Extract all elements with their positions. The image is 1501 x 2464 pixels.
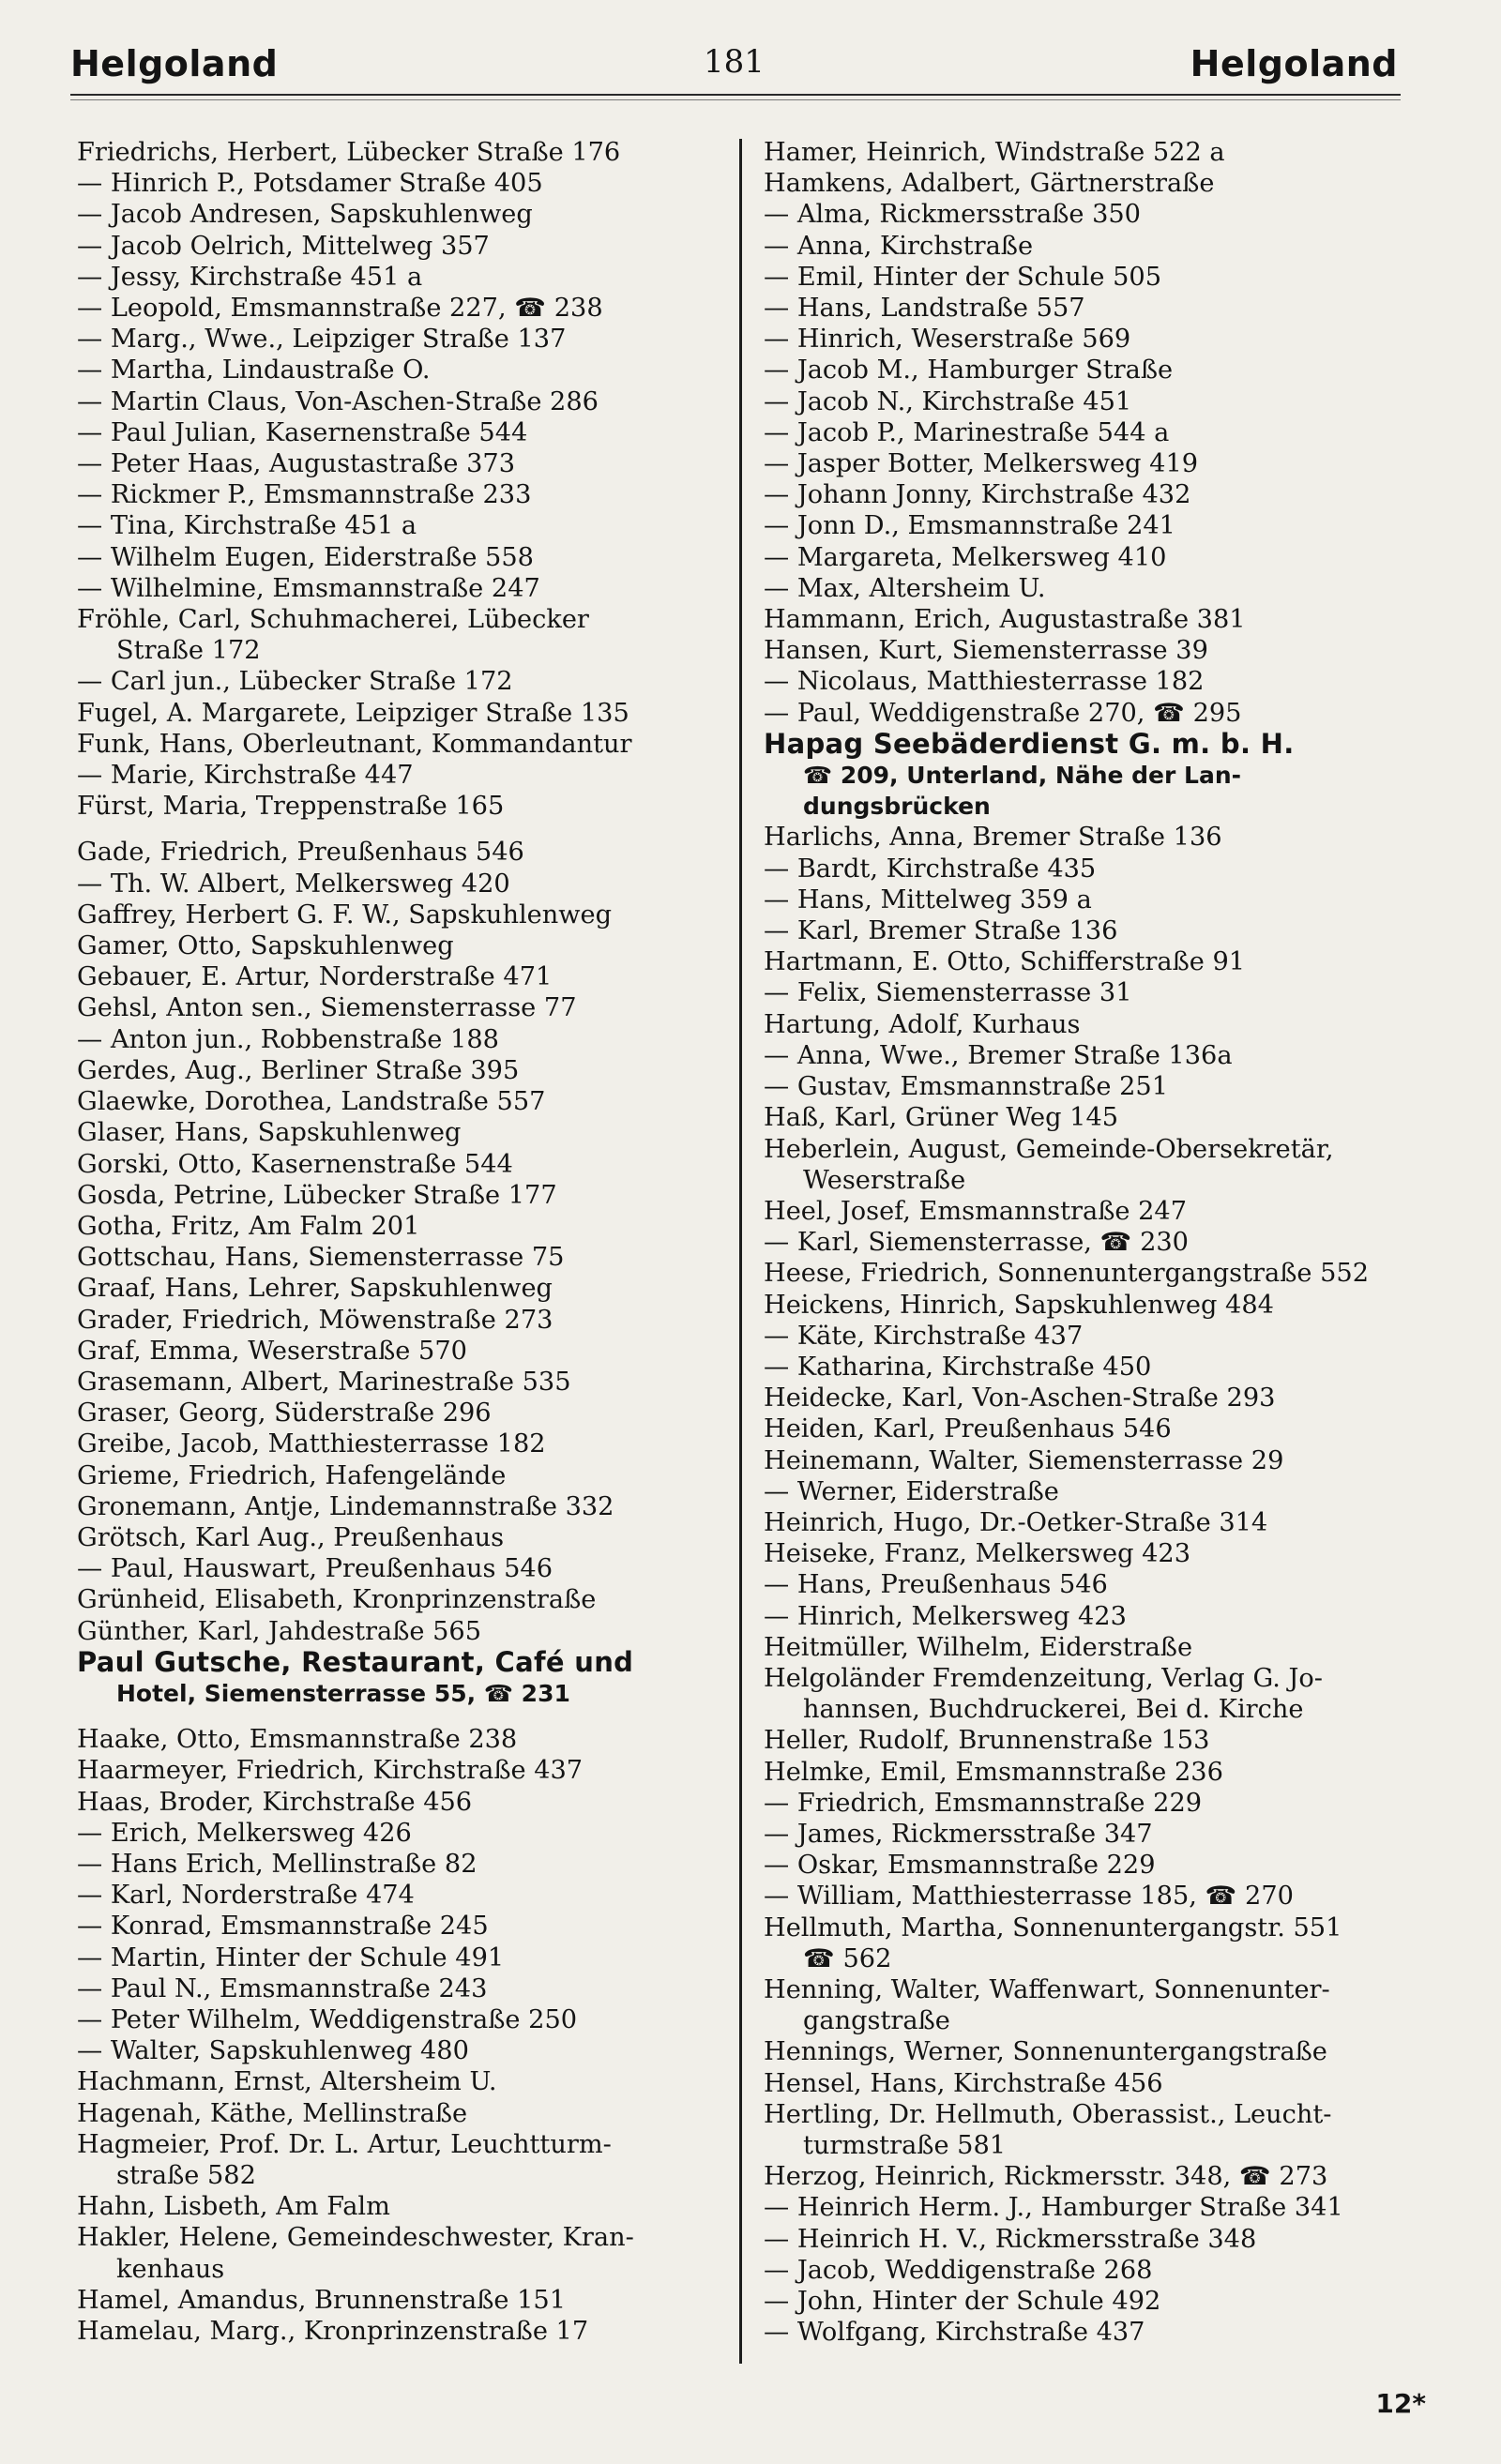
directory-entry <box>77 666 734 697</box>
entry-line: Heller, Rudolf, Brunnenstraße 153 <box>764 1726 1210 1756</box>
entry-line: Gotha, Fritz, Am Falm 201 <box>77 1211 420 1241</box>
directory-entry <box>77 1755 734 1786</box>
entry-line: — Johann Jonny, Kirchstraße 432 <box>764 480 1191 510</box>
directory-entry <box>764 2068 1413 2099</box>
entry-line: Gehsl, Anton sen., Siemensterrasse 77 <box>77 993 577 1023</box>
advertisement-entry <box>764 729 1413 823</box>
entry-line: Hakler, Helene, Gemeindeschwester, Kran- <box>77 2223 634 2253</box>
directory-entry <box>764 199 1413 230</box>
directory-entry <box>764 2036 1413 2067</box>
entry-line: Gade, Friedrich, Preußenhaus 546 <box>77 838 524 868</box>
directory-entry <box>77 1880 734 1911</box>
directory-entry <box>77 1117 734 1148</box>
entry-line: — Emil, Hinter der Schule 505 <box>764 262 1162 292</box>
directory-entry <box>77 2035 734 2066</box>
entry-line: — Martin Claus, Von-Aschen-Straße 286 <box>77 386 599 416</box>
directory-entry <box>764 355 1413 385</box>
header-rule-thin <box>70 99 1401 100</box>
directory-entry <box>764 324 1413 355</box>
entry-line: — Jonn D., Emsmannstraße 241 <box>764 511 1175 541</box>
directory-entry <box>77 1491 734 1522</box>
entry-line: — Hinrich, Weserstraße 569 <box>764 325 1131 355</box>
directory-entry <box>764 1601 1413 1632</box>
entry-line: Hagmeier, Prof. Dr. L. Artur, Leuchtturm- <box>77 2129 612 2159</box>
directory-entry <box>77 1973 734 2004</box>
directory-entry <box>77 1911 734 1942</box>
entry-line: Haß, Karl, Grüner Weg 145 <box>764 1103 1119 1133</box>
directory-entry <box>764 635 1413 666</box>
entry-line: — Karl, Norderstraße 474 <box>77 1881 415 1911</box>
directory-entry <box>764 2224 1413 2255</box>
entry-line: — Th. W. Albert, Melkersweg 420 <box>77 869 510 899</box>
entry-line: — Marg., Wwe., Leipziger Straße 137 <box>77 325 567 355</box>
entry-line: Hellmuth, Martha, Sonnenuntergangstr. 551 <box>764 1912 1342 1942</box>
entry-line: — Hans, Mittelweg 359 a <box>764 884 1092 915</box>
page-header <box>70 36 1398 92</box>
entry-line: Heiseke, Franz, Melkersweg 423 <box>764 1539 1191 1569</box>
directory-entry <box>77 573 734 604</box>
entry-line: Paul Gutsche, Restaurant, Café und <box>77 1645 634 1678</box>
entry-line: Hansen, Kurt, Siemensterrasse 39 <box>764 636 1208 666</box>
directory-entry <box>77 1273 734 1304</box>
entry-line: Hennings, Werner, Sonnenuntergangstraße <box>764 2037 1327 2067</box>
entry-line: — Hans Erich, Mellinstraße 82 <box>77 1849 478 1879</box>
directory-entry <box>77 510 734 541</box>
directory-entry <box>764 1352 1413 1383</box>
directory-entry <box>77 1553 734 1584</box>
directory-entry <box>764 2317 1413 2348</box>
entry-line: Haake, Otto, Emsmannstraße 238 <box>77 1725 518 1755</box>
directory-entry <box>764 1227 1413 1258</box>
entry-line: Glaewke, Dorothea, Landstraße 557 <box>77 1087 546 1117</box>
entry-line: Gorski, Otto, Kasernenstraße 544 <box>77 1149 513 1179</box>
directory-entry <box>764 1725 1413 1756</box>
directory-entry <box>77 542 734 573</box>
entry-line: Heitmüller, Wilhelm, Eiderstraße <box>764 1632 1193 1662</box>
directory-entry <box>764 2255 1413 2286</box>
entry-line: Grünheid, Elisabeth, Kronprinzenstraße <box>77 1585 597 1615</box>
directory-entry <box>764 1383 1413 1413</box>
directory-entry <box>77 355 734 385</box>
entry-line: — Margareta, Melkersweg 410 <box>764 542 1167 572</box>
directory-entry <box>77 1367 734 1398</box>
directory-entry <box>77 1942 734 1973</box>
entry-line: — Erich, Melkersweg 426 <box>77 1818 412 1848</box>
directory-entry <box>764 1507 1413 1538</box>
directory-entry <box>764 1632 1413 1663</box>
directory-entry <box>77 869 734 899</box>
directory-entry <box>764 1321 1413 1352</box>
entry-line: — Jacob P., Marinestraße 544 a <box>764 417 1170 447</box>
directory-entry <box>764 2286 1413 2317</box>
directory-entry <box>77 293 734 324</box>
entry-line: Herzog, Heinrich, Rickmersstr. 348, ☎ 273 <box>764 2162 1328 2192</box>
entry-line: — Hinrich, Melkersweg 423 <box>764 1601 1127 1631</box>
directory-entry <box>77 930 734 961</box>
directory-entry <box>77 262 734 293</box>
entry-line: — Friedrich, Emsmannstraße 229 <box>764 1788 1203 1818</box>
entry-line: — Nicolaus, Matthiesterrasse 182 <box>764 667 1205 697</box>
header-right-title: Helgoland <box>1190 43 1398 84</box>
entry-line: — Jacob Oelrich, Mittelweg 357 <box>77 231 490 261</box>
directory-entry <box>764 1881 1413 1912</box>
entry-line: — Paul Julian, Kasernenstraße 544 <box>77 417 528 447</box>
directory-entry <box>764 262 1413 293</box>
directory-entry <box>77 1211 734 1242</box>
directory-entry <box>77 698 734 729</box>
entry-line: Heel, Josef, Emsmannstraße 247 <box>764 1196 1188 1226</box>
entry-line: — Jacob M., Hamburger Straße <box>764 355 1174 385</box>
entry-continuation-line: dungsbrücken <box>803 793 991 821</box>
entry-line: Hamer, Heinrich, Windstraße 522 a <box>764 138 1225 167</box>
entry-continuation-line: ☎ 562 <box>803 1943 892 1973</box>
entry-line: — Oskar, Emsmannstraße 229 <box>764 1851 1156 1881</box>
entry-continuation-line: Hotel, Siemensterrasse 55, ☎ 231 <box>116 1679 570 1707</box>
column-divider <box>739 139 742 2364</box>
directory-entry <box>77 837 734 868</box>
entry-line: — Paul N., Emsmannstraße 243 <box>77 1973 488 2003</box>
entry-line: — Peter Haas, Augustastraße 373 <box>77 449 516 479</box>
entry-line: — Martin, Hinter der Schule 491 <box>77 1942 505 1973</box>
entry-line: — Jasper Botter, Melkersweg 419 <box>764 449 1199 479</box>
entry-line: Graaf, Hans, Lehrer, Sapskuhlenweg <box>77 1274 553 1304</box>
entry-line: Greibe, Jacob, Matthiesterrasse 182 <box>77 1429 546 1459</box>
entry-line: — Walter, Sapskuhlenweg 480 <box>77 2036 469 2066</box>
entry-line: Hertling, Dr. Hellmuth, Oberassist., Leucht- <box>764 2099 1332 2129</box>
entry-line: Grader, Friedrich, Möwenstraße 273 <box>77 1305 553 1335</box>
directory-entry <box>764 293 1413 324</box>
directory-entry <box>764 1413 1413 1444</box>
directory-entry <box>764 386 1413 417</box>
directory-entry <box>764 2192 1413 2223</box>
directory-entry <box>764 915 1413 946</box>
entry-line: — Hans, Preußenhaus 546 <box>764 1570 1108 1600</box>
entry-line: — Anna, Wwe., Bremer Straße 136a <box>764 1040 1233 1070</box>
entry-line: Haarmeyer, Friedrich, Kirchstraße 437 <box>77 1756 584 1786</box>
entry-line: Grieme, Friedrich, Hafengelände <box>77 1460 507 1490</box>
directory-entry <box>77 1024 734 1055</box>
directory-entry <box>77 1055 734 1086</box>
entry-line: — Wilhelm Eugen, Eiderstraße 558 <box>77 542 534 572</box>
directory-entry <box>77 1616 734 1647</box>
entry-line: Hahn, Lisbeth, Am Falm <box>77 2192 390 2222</box>
entry-line: — Konrad, Emsmannstraße 245 <box>77 1912 489 1942</box>
directory-entry <box>77 729 734 760</box>
entry-continuation-line: straße 582 <box>116 2161 256 2190</box>
section-gap <box>77 1709 734 1724</box>
directory-entry <box>77 479 734 510</box>
entry-line: Gamer, Otto, Sapskuhlenweg <box>77 931 454 961</box>
directory-entry <box>77 1724 734 1755</box>
directory-entry <box>77 1398 734 1429</box>
directory-entry <box>764 417 1413 448</box>
directory-entry <box>764 1538 1413 1569</box>
directory-entry <box>77 2098 734 2129</box>
entry-line: Helgoländer Fremdenzeitung, Verlag G. Jo- <box>764 1663 1323 1693</box>
section-gap <box>77 822 734 837</box>
right-column <box>764 137 1413 2348</box>
entry-line: Gottschau, Hans, Siemensterrasse 75 <box>77 1243 565 1273</box>
entry-line: — Käte, Kirchstraße 437 <box>764 1321 1084 1351</box>
entry-line: Gronemann, Antje, Lindemannstraße 332 <box>77 1491 614 1521</box>
directory-entry <box>77 448 734 479</box>
directory-entry <box>77 961 734 992</box>
directory-entry <box>764 1819 1413 1850</box>
directory-entry <box>77 1460 734 1491</box>
directory-entry <box>764 137 1413 168</box>
directory-entry <box>77 1086 734 1117</box>
entry-line: — Jacob, Weddigenstraße 268 <box>764 2255 1153 2285</box>
directory-entry <box>77 417 734 448</box>
page-number: 181 <box>704 43 765 81</box>
entry-continuation-line: ☎ 209, Unterland, Nähe der Lan- <box>803 762 1242 790</box>
entry-line: — Leopold, Emsmannstraße 227, ☎ 238 <box>77 294 603 324</box>
entry-line: — James, Rickmersstraße 347 <box>764 1819 1153 1849</box>
entry-line: Harlichs, Anna, Bremer Straße 136 <box>764 823 1222 853</box>
directory-entry <box>77 1584 734 1615</box>
directory-entry <box>764 977 1413 1008</box>
entry-continuation-line: kenhaus <box>116 2254 225 2284</box>
directory-entry <box>77 2004 734 2035</box>
directory-entry <box>77 1429 734 1459</box>
directory-entry <box>77 2066 734 2097</box>
entry-line: Hachmann, Ernst, Altersheim U. <box>77 2067 497 2097</box>
entry-line: — Katharina, Kirchstraße 450 <box>764 1352 1152 1382</box>
directory-entry <box>77 1522 734 1553</box>
header-left-title: Helgoland <box>70 43 279 84</box>
directory-entry <box>77 199 734 230</box>
directory-entry <box>764 1290 1413 1321</box>
entry-line: Gebauer, E. Artur, Norderstraße 471 <box>77 962 553 992</box>
entry-line: Gerdes, Aug., Berliner Straße 395 <box>77 1055 520 1085</box>
entry-line: Hartmann, E. Otto, Schifferstraße 91 <box>764 947 1246 977</box>
entry-line: Hartung, Adolf, Kurhaus <box>764 1009 1081 1039</box>
directory-entry <box>77 1849 734 1880</box>
directory-entry <box>764 1788 1413 1819</box>
entry-continuation-line: turmstraße 581 <box>803 2131 1007 2160</box>
entry-line: Hamel, Amandus, Brunnenstraße 151 <box>77 2285 567 2315</box>
directory-entry <box>77 992 734 1023</box>
entry-line: — Wilhelmine, Emsmannstraße 247 <box>77 573 540 603</box>
directory-entry <box>764 510 1413 541</box>
directory-entry <box>77 1818 734 1849</box>
directory-entry <box>77 231 734 262</box>
directory-entry <box>764 1569 1413 1600</box>
entry-line: — Jacob N., Kirchstraße 451 <box>764 386 1132 416</box>
directory-entry <box>77 1149 734 1180</box>
entry-line: Heinrich, Hugo, Dr.-Oetker-Straße 314 <box>764 1507 1268 1537</box>
entry-continuation-line: hannsen, Buchdruckerei, Bei d. Kirche <box>803 1695 1304 1725</box>
directory-entry <box>764 604 1413 635</box>
entry-line: Helmke, Emil, Emsmannstraße 236 <box>764 1757 1223 1787</box>
entry-line: Fürst, Maria, Treppenstraße 165 <box>77 792 505 822</box>
entry-line: — Hans, Landstraße 557 <box>764 294 1085 324</box>
directory-entry <box>764 2099 1413 2161</box>
entry-line: — Anna, Kirchstraße <box>764 231 1034 261</box>
directory-entry <box>764 1757 1413 1788</box>
directory-entry <box>77 899 734 930</box>
entry-line: — William, Matthiesterrasse 185, ☎ 270 <box>764 1882 1294 1912</box>
directory-entry <box>764 168 1413 199</box>
entry-line: Heinemann, Walter, Siemensterrasse 29 <box>764 1445 1284 1475</box>
entry-line: Hagenah, Käthe, Mellinstraße <box>77 2098 468 2128</box>
directory-entry <box>764 1850 1413 1881</box>
directory-entry <box>764 946 1413 977</box>
entry-line: Haas, Broder, Kirchstraße 456 <box>77 1787 473 1817</box>
directory-entry <box>77 1242 734 1273</box>
entry-line: — Peter Wilhelm, Weddigenstraße 250 <box>77 2004 578 2034</box>
directory-entry <box>77 1787 734 1818</box>
directory-entry <box>764 1912 1413 1974</box>
directory-entry <box>764 1663 1413 1725</box>
entry-line: Hensel, Hans, Kirchstraße 456 <box>764 2068 1163 2098</box>
entry-continuation-line: gangstraße <box>803 2006 950 2036</box>
entry-line: Henning, Walter, Waffenwart, Sonnenunter- <box>764 1974 1330 2004</box>
entry-line: — Felix, Siemensterrasse 31 <box>764 978 1132 1008</box>
entry-line: — Bardt, Kirchstraße 435 <box>764 854 1097 884</box>
entry-line: — Heinrich Herm. J., Hamburger Straße 341 <box>764 2193 1343 2223</box>
directory-entry <box>764 822 1413 853</box>
entry-line: Grötsch, Karl Aug., Preußenhaus <box>77 1522 505 1552</box>
directory-entry <box>77 791 734 822</box>
directory-entry <box>77 2191 734 2222</box>
entry-line: Fugel, A. Margarete, Leipziger Straße 135 <box>77 698 629 728</box>
entry-line: Hamkens, Adalbert, Gärtnerstraße <box>764 169 1215 199</box>
entry-line: — Paul, Hauswart, Preußenhaus 546 <box>77 1554 553 1584</box>
directory-entry <box>764 854 1413 884</box>
directory-entry <box>77 137 734 168</box>
entry-line: Graf, Emma, Weserstraße 570 <box>77 1336 467 1366</box>
entry-line: — Gustav, Emsmannstraße 251 <box>764 1072 1169 1102</box>
directory-entry <box>77 2129 734 2191</box>
directory-entry <box>764 1974 1413 2036</box>
directory-entry <box>764 448 1413 479</box>
entry-line: Heberlein, August, Gemeinde-Obersekretär, <box>764 1134 1334 1164</box>
directory-entry <box>764 1134 1413 1196</box>
directory-entry <box>77 2316 734 2347</box>
entry-line: Friedrichs, Herbert, Lübecker Straße 176 <box>77 138 621 167</box>
entry-line: — Marie, Kirchstraße 447 <box>77 761 414 791</box>
entry-line: — John, Hinter der Schule 492 <box>764 2287 1161 2317</box>
entry-line: — Martha, Lindaustraße O. <box>77 355 431 385</box>
directory-entry <box>764 1071 1413 1102</box>
entry-line: — Rickmer P., Emsmannstraße 233 <box>77 480 532 510</box>
entry-line: — Werner, Eiderstraße <box>764 1476 1059 1506</box>
directory-entry <box>764 231 1413 262</box>
entry-line: Gosda, Petrine, Lübecker Straße 177 <box>77 1180 557 1210</box>
entry-line: Hapag Seebäderdienst G. m. b. H. <box>764 727 1295 760</box>
entry-line: Hamelau, Marg., Kronprinzenstraße 17 <box>77 2317 589 2347</box>
entry-line: Günther, Karl, Jahdestraße 565 <box>77 1616 482 1646</box>
entry-line: — Jacob Andresen, Sapskuhlenweg <box>77 200 533 230</box>
entry-line: — Max, Altersheim U. <box>764 573 1046 603</box>
entry-line: — Karl, Bremer Straße 136 <box>764 916 1118 946</box>
directory-entry <box>764 1258 1413 1289</box>
directory-entry <box>764 884 1413 915</box>
entry-line: — Jessy, Kirchstraße 451 a <box>77 262 423 292</box>
directory-entry <box>77 168 734 199</box>
entry-line: — Heinrich H. V., Rickmersstraße 348 <box>764 2224 1257 2254</box>
entry-line: — Hinrich P., Potsdamer Straße 405 <box>77 169 543 199</box>
entry-line: Hammann, Erich, Augustastraße 381 <box>764 605 1246 635</box>
entry-line: — Paul, Weddigenstraße 270, ☎ 295 <box>764 698 1242 728</box>
directory-entry <box>77 760 734 791</box>
entry-line: Heidecke, Karl, Von-Aschen-Straße 293 <box>764 1383 1276 1413</box>
directory-entry <box>77 1305 734 1336</box>
entry-line: Graser, Georg, Süderstraße 296 <box>77 1398 492 1429</box>
sheet-signature: 12* <box>1375 2388 1426 2419</box>
entry-line: — Karl, Siemensterrasse, ☎ 230 <box>764 1228 1189 1258</box>
directory-entry <box>77 1336 734 1367</box>
directory-entry <box>764 1040 1413 1071</box>
directory-entry <box>77 2222 734 2284</box>
directory-entry <box>764 2161 1413 2192</box>
entry-line: — Wolfgang, Kirchstraße 437 <box>764 2318 1145 2348</box>
directory-entry <box>764 1476 1413 1507</box>
directory-entry <box>764 698 1413 729</box>
header-rule <box>70 94 1401 96</box>
left-column <box>77 137 734 2347</box>
entry-line: — Anton jun., Robbenstraße 188 <box>77 1024 499 1054</box>
entry-continuation-line: Weserstraße <box>803 1165 966 1195</box>
directory-entry <box>77 2285 734 2316</box>
directory-entry <box>764 479 1413 510</box>
directory-entry <box>764 1196 1413 1227</box>
directory-entry <box>77 324 734 355</box>
entry-continuation-line: Straße 172 <box>116 636 261 666</box>
directory-entry <box>764 1102 1413 1133</box>
entry-line: — Alma, Rickmersstraße 350 <box>764 200 1141 230</box>
entry-line: Grasemann, Albert, Marinestraße 535 <box>77 1367 571 1397</box>
entry-line: — Carl jun., Lübecker Straße 172 <box>77 667 513 697</box>
entry-line: Fröhle, Carl, Schuhmacherei, Lübecker <box>77 605 589 635</box>
entry-line: Funk, Hans, Oberleutnant, Kommandantur <box>77 729 632 759</box>
directory-entry <box>764 1009 1413 1040</box>
directory-entry <box>77 386 734 417</box>
directory-entry <box>77 604 734 666</box>
advertisement-entry <box>77 1647 734 1709</box>
directory-entry <box>77 1180 734 1211</box>
directory-entry <box>764 542 1413 573</box>
entry-line: Heickens, Hinrich, Sapskuhlenweg 484 <box>764 1290 1274 1320</box>
entry-line: Heese, Friedrich, Sonnenuntergangstraße 552 <box>764 1259 1370 1289</box>
entry-line: Gaffrey, Herbert G. F. W., Sapskuhlenweg <box>77 899 613 930</box>
directory-entry <box>764 573 1413 604</box>
directory-entry <box>764 1445 1413 1476</box>
entry-line: Glaser, Hans, Sapskuhlenweg <box>77 1118 462 1148</box>
directory-entry <box>764 666 1413 697</box>
entry-line: Heiden, Karl, Preußenhaus 546 <box>764 1414 1172 1444</box>
entry-line: — Tina, Kirchstraße 451 a <box>77 511 417 541</box>
